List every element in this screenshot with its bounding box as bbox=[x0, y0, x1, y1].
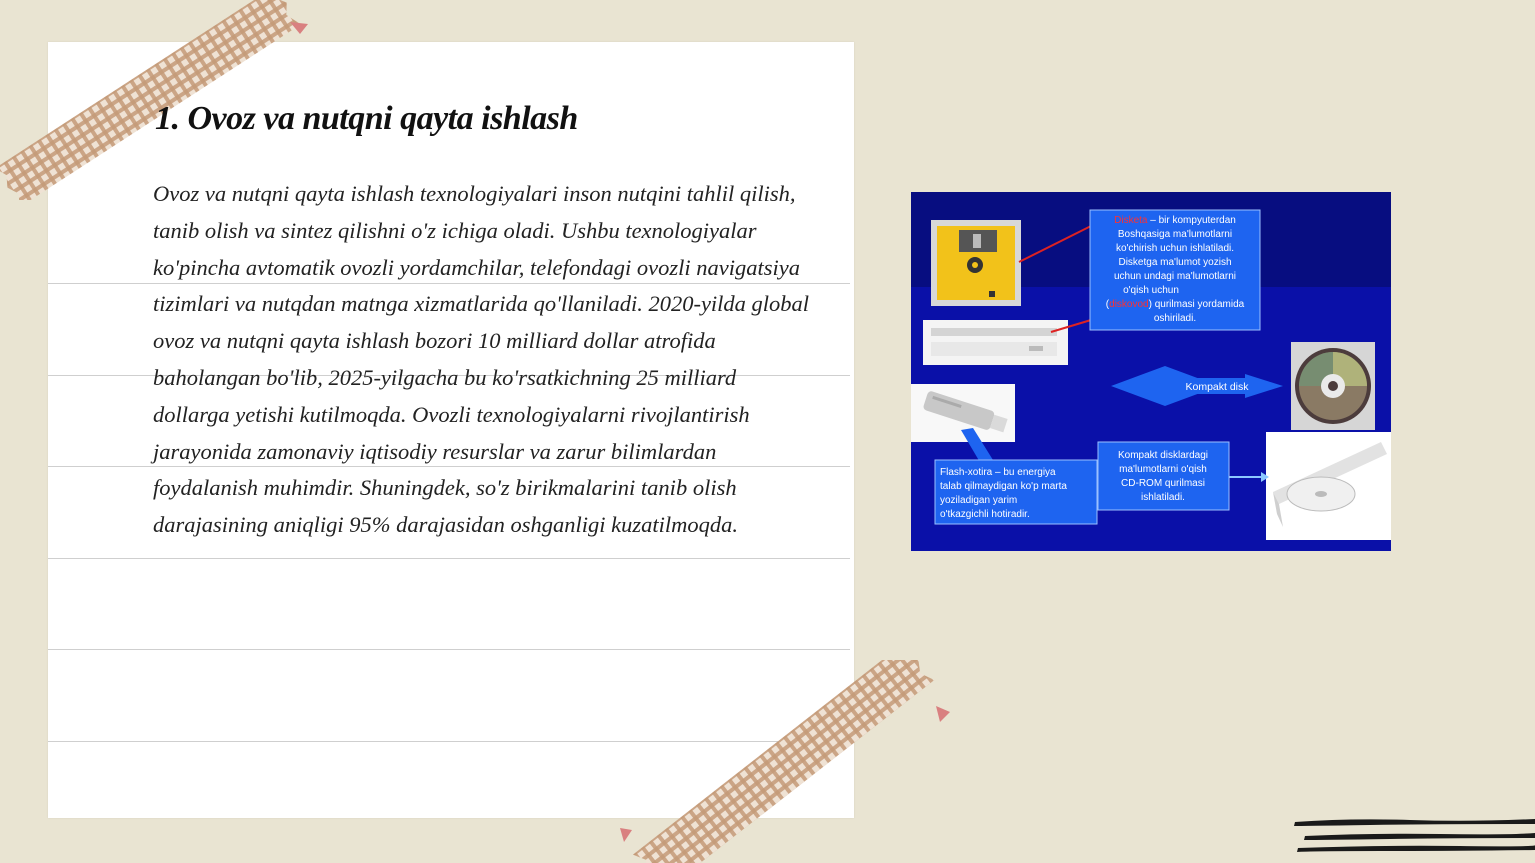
floppy-line: Disketga ma'lumot yozish bbox=[1118, 257, 1232, 268]
svg-text:(diskovod) qurilmasi yordamida bbox=[1106, 299, 1245, 310]
cdrom-description-box bbox=[1098, 442, 1229, 510]
flash-line: yoziladigan yarim bbox=[940, 495, 1018, 506]
flash-line: Flash-xotira – bu energiya bbox=[940, 467, 1056, 478]
floppy-disk-image bbox=[931, 220, 1021, 306]
floppy-text: – bir kompyuterdan bbox=[1147, 215, 1236, 226]
washi-tape-bottom bbox=[610, 660, 960, 863]
svg-text:Disketa – bir kompyuterdan bbox=[1114, 215, 1236, 226]
floppy-line-part: ( bbox=[1105, 299, 1110, 310]
storage-devices-figure bbox=[911, 192, 1391, 551]
cdrom-line: ma'lumotlarni o'qish bbox=[1119, 464, 1207, 475]
floppy-line: o'qish uchun bbox=[1123, 285, 1179, 296]
brush-strokes bbox=[1290, 812, 1535, 857]
cdrom-drive-image bbox=[1266, 432, 1391, 540]
floppy-line: oshiriladi. bbox=[1153, 313, 1197, 324]
floppy-description-box bbox=[1090, 210, 1260, 330]
cdrom-line: CD-ROM qurilmasi bbox=[1121, 478, 1205, 489]
floppy-highlight: Disketa bbox=[1114, 215, 1148, 226]
floppy-drive-image bbox=[923, 320, 1068, 365]
slide-body-text: Ovoz va nutqni qayta ishlash texnologiyalari inson nutqini tahlil qilish, tanib olish va sintez qilishni o'z ichiga oladi. Ushbu texnologiyalar ko'pincha avtomatik ovozli yordamchilar, telefondagi ovozli navigatsiya tizimlari va nutqdan matnga xizmatlarida qo'llaniladi. 2020-yilda global ovoz va nutqni qayta ishlash bozori 10 milliard dollar atrofida baholangan bo'lib, 2025-yilgacha bu ko'rsatkichning 25 milliard dollarga yetishi kutilmoqda. Ovozli texnologiyalarni rivojlantirish jarayonida zamonaviy iqtisodiy resurslar va zarur bilimlardan foydalanish muhimdir. Shuningdek, so'z birikmalarini tanib olish darajasining aniqligi 95% darajasidan oshganligi kuzatilmoqda. bbox=[153, 181, 810, 538]
compact-disc-image bbox=[1291, 342, 1375, 430]
flash-description-box bbox=[935, 460, 1097, 524]
flash-line: talab qilmaydigan ko'p marta bbox=[940, 481, 1067, 492]
floppy-line-part: ) qurilmasi yordamida bbox=[1148, 299, 1245, 310]
slide-title: 1. Ovoz va nutqni qayta ishlash bbox=[155, 100, 578, 137]
compact-disk-label: Kompakt disk bbox=[1185, 381, 1249, 393]
paper-rule bbox=[48, 558, 850, 559]
floppy-line: ko'chirish uchun ishlatiladi. bbox=[1115, 243, 1235, 254]
cdrom-line: Kompakt disklardagi bbox=[1117, 450, 1209, 461]
floppy-highlight-2: diskovod bbox=[1109, 299, 1149, 310]
paper-rule bbox=[48, 649, 850, 650]
floppy-line: Boshqasiga ma'lumotlarni bbox=[1117, 229, 1233, 240]
flash-line: o'tkazgichli hotiradir. bbox=[940, 509, 1030, 520]
floppy-line: uchun undagi ma'lumotlarni bbox=[1114, 271, 1236, 282]
cdrom-line: ishlatiladi. bbox=[1141, 492, 1185, 503]
